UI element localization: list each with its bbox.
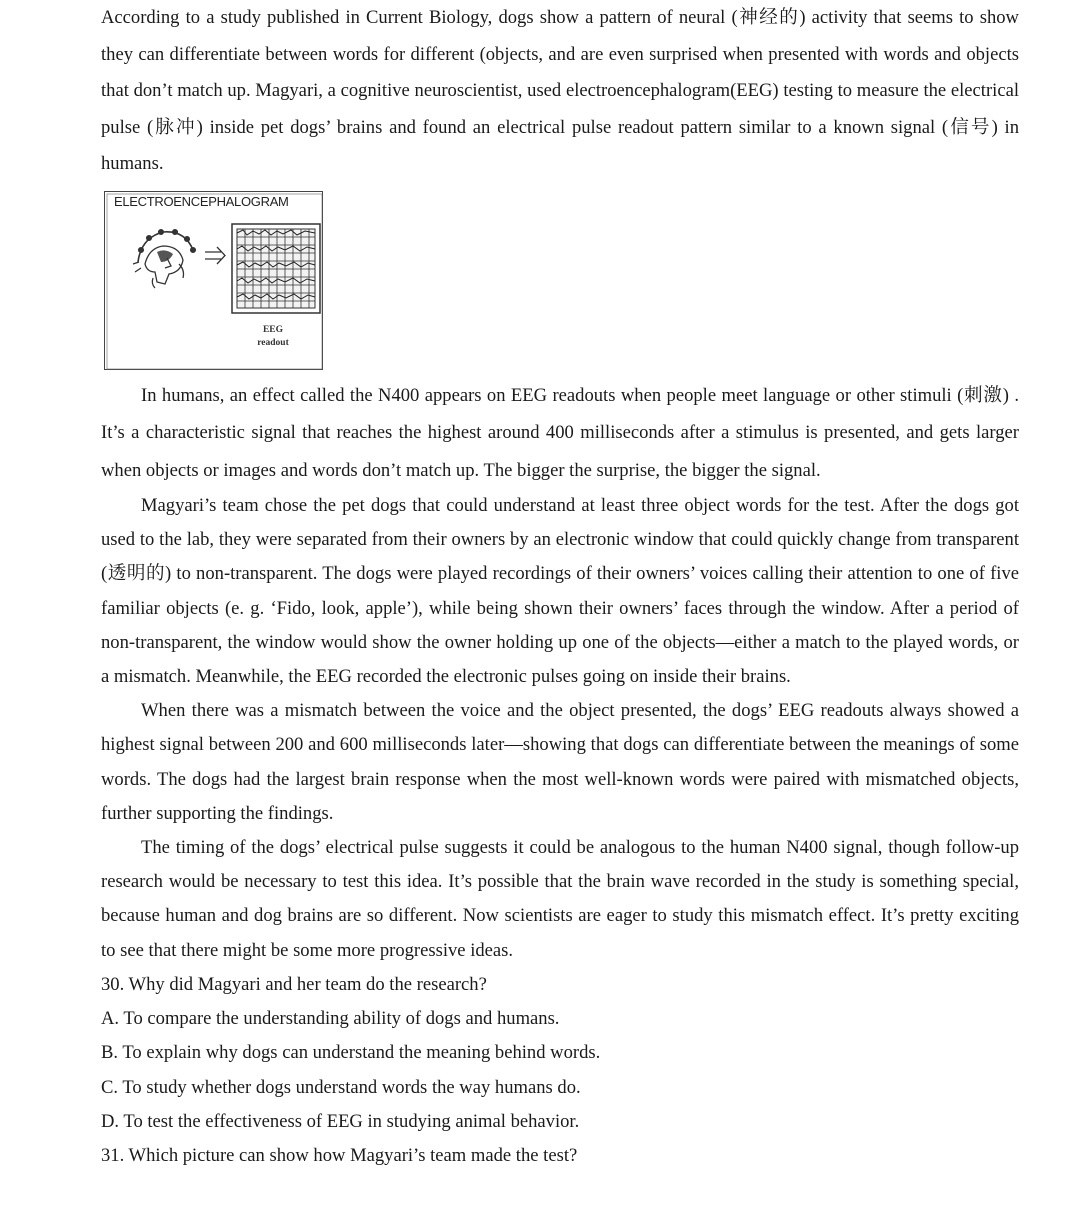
eeg-readout-grid-icon: [232, 224, 320, 313]
eeg-figure: [104, 191, 323, 370]
question-30-option-c[interactable]: C. To study whether dogs understand words the way humans do.: [101, 1076, 581, 1098]
figure-caption-line2: readout: [257, 337, 289, 348]
paragraph-method: Magyari’s team chose the pet dogs that could understand at least three object words for the test. After the dogs got used to the lab, they were separated from their owners by an electronic window that could quickly change from transparent (透明的) to non-transparent. The dogs were played recordings of their owners’ voices calling their attention to one of five familiar objects (e. g. ‘Fido, look, apple’), while being shown their owners’ faces through the window. After a period of non-transparent, the window would show the owner holding up one of the objects—either a match to the played words, or a mismatch. Meanwhile, the EEG recorded the electronic pulses going on inside their brains.: [101, 495, 1019, 688]
document-page: [101, 0, 1019, 1174]
figure-title: ELECTROENCEPHALOGRAM: [114, 193, 289, 209]
paragraph-results: When there was a mismatch between the voice and the object presented, the dogs’ EEG readouts always showed a highest signal between 200 and 600 milliseconds later—showing that dogs can differentiate between the meanings of some words. The dogs had the largest brain response when the most well-known words were paired with mismatched objects, further supporting the findings.: [101, 700, 1019, 824]
question-30-option-d[interactable]: D. To test the effectiveness of EEG in studying animal behavior.: [101, 1111, 580, 1133]
paragraph-conclusion: The timing of the dogs’ electrical pulse suggests it could be analogous to the human N400 signal, though follow-up research would be necessary to test this idea. It’s possible that the brain wave recorded in the study is something special, because human and dog brains are so different. Now scientists are eager to study this mismatch effect. It’s pretty exciting to see that there might be some more progressive ideas.: [101, 837, 1019, 961]
question-30-option-b[interactable]: B. To explain why dogs can understand the meaning behind words.: [101, 1042, 601, 1064]
arrow-right-icon: [205, 247, 225, 264]
figure-caption: [243, 324, 303, 350]
paragraph-intro: According to a study published in Current Biology, dogs show a pattern of neural (神经的) activity that seems to show they can differentiate between words for different (objects, and are even surprised when presented with words and objects that don’t match up. Magyari, a cognitive neuroscientist, used electroencephalogram(EEG) testing to measure the electrical pulse (脉冲) inside pet dogs’ brains and found an electrical pulse readout pattern similar to a known signal (信号) in humans.: [101, 7, 1019, 174]
dog-head-with-electrodes-icon: [133, 229, 195, 287]
figure-caption-line1: EEG: [262, 324, 284, 335]
paragraph-n400: In humans, an effect called the N400 appears on EEG readouts when people meet language or other stimuli (刺激) . It’s a characteristic signal that reaches the highest around 400 milliseconds after a stimulus is presented, and gets larger when objects or images and words don’t match up. The bigger the surprise, the bigger the signal.: [101, 384, 1019, 481]
question-30-stem: 30. Why did Magyari and her team do the research?: [101, 973, 487, 995]
question-31-stem: 31. Which picture can show how Magyari’s team made the test?: [101, 1145, 578, 1167]
question-30-option-a[interactable]: A. To compare the understanding ability of dogs and humans.: [101, 1008, 560, 1030]
